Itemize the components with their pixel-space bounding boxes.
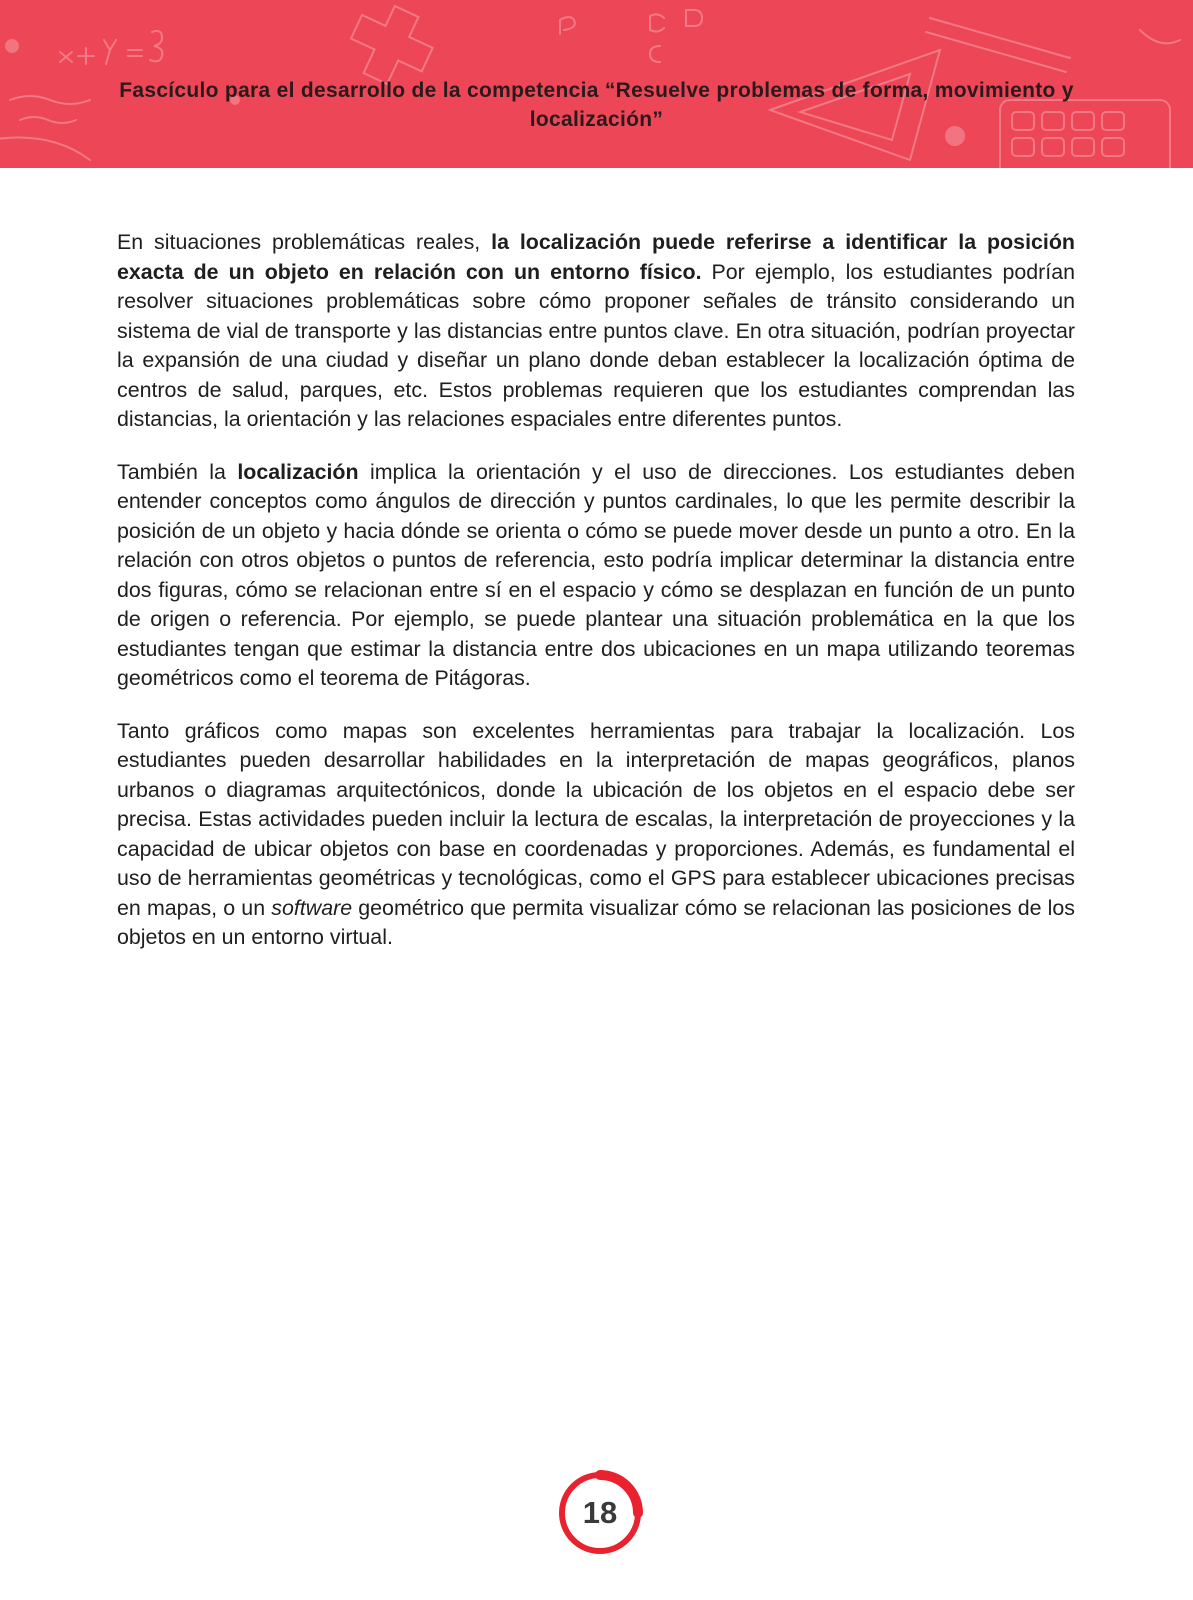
- pencil-icon: [926, 18, 1070, 72]
- paragraph-1-text-b: Por ejemplo, los estudiantes podrían resolver situaciones problemáticas sobre cómo proponer señales de tránsito considerando un sistema de vial de transporte y las distancias entre puntos clave. En otra situación, podrían proyectar la expansión de una ciudad y diseñar un plano donde deban establecer la localización óptima de centros de salud, parques, etc. Estos problemas requieren que los estudiantes comprendan las distancias, la orientación y las relaciones espaciales entre diferentes puntos.: [117, 259, 1075, 431]
- paragraph-3-italic: software: [271, 895, 353, 920]
- paragraph-3: [117, 717, 1075, 953]
- math-formula-icon: [60, 31, 162, 64]
- paragraph-3-text-a: Tanto gráficos como mapas son excelentes herramientas para trabajar la localización. Los estudiantes pueden desarrollar habilidades en la interpretación de mapas geográficos, planos urbanos o diagramas arquitectónicos, donde la ubicación de los objetos en el espacio debe ser precisa. Estas actividades pueden incluir la lectura de escalas, la interpretación de proyecciones y la capacidad de ubicar objetos con base en coordenadas y proporciones. Además, es fundamental el uso de herramientas geométricas y tecnológicas, como el GPS para establecer ubicaciones precisas en mapas, o un: [117, 718, 1075, 920]
- paragraph-1: [117, 228, 1075, 435]
- main-content: [117, 228, 1075, 976]
- paragraph-2-text-a: También la: [117, 459, 238, 484]
- paragraph-2-bold: localización: [237, 459, 359, 484]
- paragraph-2: [117, 458, 1075, 694]
- header-title: Fascículo para el desarrollo de la competencia “Resuelve problemas de forma, movimiento y localización”: [119, 79, 1074, 131]
- paragraph-1-bold: la localización puede referirse a identificar la posición exacta de un objeto en relación con un entorno físico.: [117, 230, 1075, 284]
- page-header: [0, 0, 1193, 168]
- page-number-badge: [555, 1468, 645, 1558]
- paragraph-2-text-b: implica la orientación y el uso de direcciones. Los estudiantes deben entender conceptos como ángulos de dirección y puntos cardinales, lo que les permite describir la posición de un objeto y hacia dónde se orienta o cómo se puede mover desde un punto a otro. En la relación con otros objetos o puntos de referencia, esto podría implicar determinar la distancia entre dos figuras, cómo se relacionan entre sí en el espacio y cómo se desplazan en función de un punto de origen o referencia. Por ejemplo, se puede plantear una situación problemática en la que los estudiantes tengan que estimar la distancia entre dos ubicaciones en un mapa utilizando teoremas geométricos como el teorema de Pitágoras.: [117, 459, 1076, 690]
- page-number: 18: [582, 1495, 618, 1530]
- paragraph-3-text-b: geométrico que permita visualizar cómo se relacionan las posiciones de los objetos en un entorno virtual.: [117, 895, 1075, 949]
- paragraph-1-text-a: En situaciones problemáticas reales,: [117, 230, 492, 254]
